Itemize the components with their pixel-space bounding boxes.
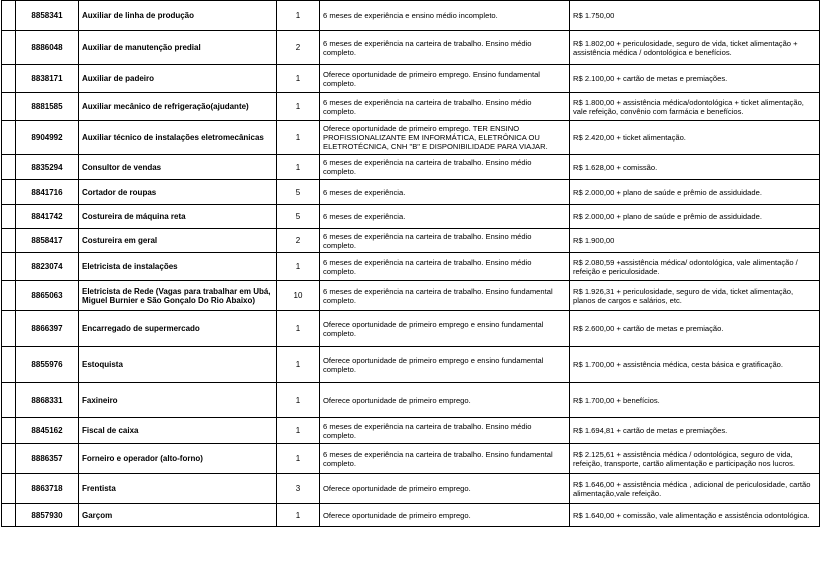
job-quantity: 1 [277, 1, 320, 31]
job-salary: R$ 2.100,00 + cartão de metas e premiações. [570, 65, 820, 93]
table-row [2, 93, 820, 121]
job-salary: R$ 1.694,81 + cartão de metas e premiações. [570, 418, 820, 444]
table-row [2, 347, 820, 383]
job-requirements: Oferece oportunidade de primeiro emprego e ensino fundamental completo. [320, 311, 570, 347]
job-table-body [2, 1, 820, 527]
table-row [2, 229, 820, 253]
job-requirements: 6 meses de experiência na carteira de trabalho. Ensino médio completo. [320, 31, 570, 65]
row-margin-cell [2, 65, 16, 93]
job-title: Frentista [79, 474, 277, 504]
row-margin-cell [2, 444, 16, 474]
job-title: Garçom [79, 504, 277, 527]
table-row [2, 504, 820, 527]
job-requirements: 6 meses de experiência e ensino médio incompleto. [320, 1, 570, 31]
row-margin-cell [2, 93, 16, 121]
job-salary: R$ 1.700,00 + assistência médica, cesta básica e gratificação. [570, 347, 820, 383]
row-margin-cell [2, 383, 16, 418]
job-quantity: 1 [277, 93, 320, 121]
job-quantity: 5 [277, 180, 320, 205]
row-margin-cell [2, 418, 16, 444]
job-quantity: 1 [277, 444, 320, 474]
job-salary: R$ 1.802,00 + periculosidade, seguro de vida, ticket alimentação + assistência médica / odontológica e benefícios. [570, 31, 820, 65]
job-code: 8886357 [16, 444, 79, 474]
job-quantity: 3 [277, 474, 320, 504]
job-title: Eletricista de instalações [79, 253, 277, 281]
job-salary: R$ 1.800,00 + assistência médica/odontológica + ticket alimentação, vale refeição, convênio com farmácia e benefícios. [570, 93, 820, 121]
row-margin-cell [2, 504, 16, 527]
table-row [2, 444, 820, 474]
job-title: Forneiro e operador (alto-forno) [79, 444, 277, 474]
table-row [2, 155, 820, 180]
job-code: 8835294 [16, 155, 79, 180]
job-requirements: 6 meses de experiência na carteira de trabalho. Ensino médio completo. [320, 253, 570, 281]
job-salary: R$ 1.750,00 [570, 1, 820, 31]
row-margin-cell [2, 311, 16, 347]
row-margin-cell [2, 281, 16, 311]
job-salary: R$ 2.420,00 + ticket alimentação. [570, 121, 820, 155]
job-title: Faxineiro [79, 383, 277, 418]
job-title: Fiscal de caixa [79, 418, 277, 444]
job-code: 8863718 [16, 474, 79, 504]
job-code: 8838171 [16, 65, 79, 93]
job-quantity: 1 [277, 253, 320, 281]
job-salary: R$ 1.700,00 + benefícios. [570, 383, 820, 418]
job-code: 8858417 [16, 229, 79, 253]
job-quantity: 2 [277, 229, 320, 253]
row-margin-cell [2, 155, 16, 180]
job-requirements: 6 meses de experiência na carteira de trabalho. Ensino médio completo. [320, 93, 570, 121]
row-margin-cell [2, 253, 16, 281]
job-requirements: 6 meses de experiência. [320, 180, 570, 205]
job-table [1, 0, 820, 527]
job-title: Estoquista [79, 347, 277, 383]
job-quantity: 5 [277, 205, 320, 229]
row-margin-cell [2, 31, 16, 65]
table-row [2, 311, 820, 347]
job-code: 8857930 [16, 504, 79, 527]
job-quantity: 1 [277, 155, 320, 180]
table-row [2, 383, 820, 418]
job-code: 8868331 [16, 383, 79, 418]
row-margin-cell [2, 1, 16, 31]
table-row [2, 281, 820, 311]
job-code: 8858341 [16, 1, 79, 31]
job-requirements: 6 meses de experiência na carteira de trabalho. Ensino fundamental completo. [320, 281, 570, 311]
job-title: Auxiliar técnico de instalações eletromecânicas [79, 121, 277, 155]
job-code: 8865063 [16, 281, 79, 311]
table-row [2, 1, 820, 31]
job-code: 8845162 [16, 418, 79, 444]
job-code: 8881585 [16, 93, 79, 121]
job-requirements: Oferece oportunidade de primeiro emprego. [320, 504, 570, 527]
job-salary: R$ 2.125,61 + assistência médica / odontológica, seguro de vida, refeição, transporte, cartão alimentação e participação nos lucros. [570, 444, 820, 474]
job-requirements: 6 meses de experiência na carteira de trabalho. Ensino fundamental completo. [320, 444, 570, 474]
job-quantity: 1 [277, 311, 320, 347]
job-code: 8823074 [16, 253, 79, 281]
table-row [2, 31, 820, 65]
job-quantity: 1 [277, 121, 320, 155]
job-salary: R$ 1.640,00 + comissão, vale alimentação e assistência odontológica. [570, 504, 820, 527]
table-row [2, 65, 820, 93]
job-requirements: 6 meses de experiência na carteira de trabalho. Ensino médio completo. [320, 155, 570, 180]
job-code: 8886048 [16, 31, 79, 65]
job-code: 8841716 [16, 180, 79, 205]
table-row [2, 474, 820, 504]
job-salary: R$ 1.900,00 [570, 229, 820, 253]
job-title: Auxiliar mecânico de refrigeração(ajudante) [79, 93, 277, 121]
row-margin-cell [2, 180, 16, 205]
job-title: Auxiliar de padeiro [79, 65, 277, 93]
job-salary: R$ 2.600,00 + cartão de metas e premiação. [570, 311, 820, 347]
job-title: Auxiliar de manutenção predial [79, 31, 277, 65]
job-quantity: 1 [277, 383, 320, 418]
job-salary: R$ 2.080,59 +assistência médica/ odontológica, vale alimentação / refeição e periculosidade. [570, 253, 820, 281]
job-title: Consultor de vendas [79, 155, 277, 180]
job-code: 8841742 [16, 205, 79, 229]
row-margin-cell [2, 347, 16, 383]
job-quantity: 10 [277, 281, 320, 311]
job-title: Eletricista de Rede (Vagas para trabalhar em Ubá, Miguel Burnier e São Gonçalo Do Rio Abaixo) [79, 281, 277, 311]
job-title: Auxiliar de linha de produção [79, 1, 277, 31]
job-salary: R$ 2.000,00 + plano de saúde e prêmio de assiduidade. [570, 180, 820, 205]
table-row [2, 180, 820, 205]
job-title: Cortador de roupas [79, 180, 277, 205]
job-title: Encarregado de supermercado [79, 311, 277, 347]
job-code: 8855976 [16, 347, 79, 383]
job-requirements: 6 meses de experiência. [320, 205, 570, 229]
table-row [2, 121, 820, 155]
table-row [2, 418, 820, 444]
job-code: 8866397 [16, 311, 79, 347]
job-requirements: Oferece oportunidade de primeiro emprego. TER ENSINO PROFISSIONALIZANTE EM INFORMÁTICA, ELETRÔNICA OU ELETROTÉCNICA, CNH "B" E DISPONIBILIDADE PARA VIAJAR. [320, 121, 570, 155]
job-quantity: 1 [277, 65, 320, 93]
table-row [2, 205, 820, 229]
job-requirements: Oferece oportunidade de primeiro emprego. [320, 383, 570, 418]
row-margin-cell [2, 474, 16, 504]
job-salary: R$ 2.000,00 + plano de saúde e prêmio de assiduidade. [570, 205, 820, 229]
job-salary: R$ 1.628,00 + comissão. [570, 155, 820, 180]
job-quantity: 1 [277, 504, 320, 527]
job-requirements: Oferece oportunidade de primeiro emprego. [320, 474, 570, 504]
job-requirements: Oferece oportunidade de primeiro emprego e ensino fundamental completo. [320, 347, 570, 383]
job-requirements: 6 meses de experiência na carteira de trabalho. Ensino médio completo. [320, 229, 570, 253]
job-code: 8904992 [16, 121, 79, 155]
job-title: Costureira de máquina reta [79, 205, 277, 229]
table-row [2, 253, 820, 281]
job-requirements: 6 meses de experiência na carteira de trabalho. Ensino médio completo. [320, 418, 570, 444]
row-margin-cell [2, 205, 16, 229]
job-quantity: 1 [277, 347, 320, 383]
job-title: Costureira em geral [79, 229, 277, 253]
job-salary: R$ 1.926,31 + periculosidade, seguro de vida, ticket alimentação, planos de cargos e salários, etc. [570, 281, 820, 311]
row-margin-cell [2, 229, 16, 253]
job-salary: R$ 1.646,00 + assistência médica , adicional de periculosidade, cartão alimentação,vale refeição. [570, 474, 820, 504]
job-quantity: 1 [277, 418, 320, 444]
job-requirements: Oferece oportunidade de primeiro emprego. Ensino fundamental completo. [320, 65, 570, 93]
job-quantity: 2 [277, 31, 320, 65]
row-margin-cell [2, 121, 16, 155]
